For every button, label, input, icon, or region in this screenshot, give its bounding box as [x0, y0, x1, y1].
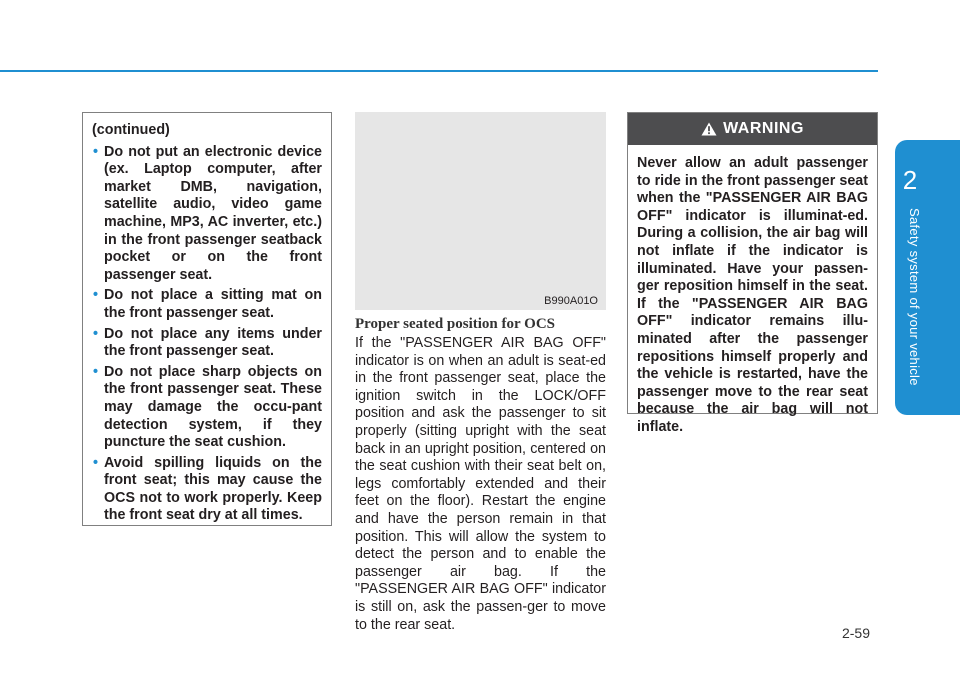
- chapter-number: 2: [902, 165, 918, 195]
- continued-caution-box: [82, 112, 332, 526]
- bullet-icon: •: [93, 143, 99, 160]
- list-item: • Do not put an electronic device (ex. Laptop computer, after market DMB, navigation, satellite audio, video game machine, MP3, AC inverter, etc.) in the front passenger seatback pocket or on the front passenger seat.: [93, 143, 322, 283]
- list-item: • Do not place any items under the front passenger seat.: [93, 325, 322, 360]
- list-item: • Avoid spilling liquids on the front seat; this may cause the OCS not to work properly. Keep the front seat dry at all times.: [93, 454, 322, 524]
- warning-triangle-icon: [701, 122, 717, 136]
- page-number: 2-59: [841, 625, 871, 641]
- section-body: If the "PASSENGER AIR BAG OFF" indicator is on when an adult is seat-ed in the front passenger seat, place the ignition switch in the LOCK/OFF position and ask the passenger to sit properly (sitting upright with the seat back in an upright position, centered on the seat cushion with their seat belt on, legs comfortably extended and their feet on the floor). Restart the engine and have the person remain in that position. This will allow the system to detect the person and to enable the passenger air bag. If the "PASSENGER AIR BAG OFF" indicator is still on, ask the passen-ger to move to the rear seat.: [355, 335, 606, 633]
- bullet-icon: •: [93, 454, 99, 471]
- figure-image: [355, 112, 606, 310]
- list-item: • Do not place a sitting mat on the front passenger seat.: [93, 287, 322, 321]
- list-item: • Do not place sharp objects on the front passenger seat. These may damage the occu-pant detection system, if they puncture the seat cushion.: [93, 363, 322, 451]
- bullet-icon: •: [93, 287, 99, 304]
- warning-box: [627, 112, 878, 435]
- section-heading: Proper seated position for OCS: [355, 316, 556, 332]
- bullet-icon: •: [93, 363, 99, 380]
- header-rule: [0, 70, 878, 72]
- warning-header: [628, 113, 877, 145]
- caution-list: [92, 144, 322, 525]
- bullet-icon: •: [93, 325, 99, 342]
- warning-text: Never allow an adult passenger to ride in the front passenger seat when the "PASSENGER AIR BAG OFF" indicator is illuminat-ed. During a collision, the air bag will not inflate if the indicator is illuminated. Have your passen-ger reposition himself in the seat. If the "PASSENGER AIR BAG OFF" indicator remains illu-minated after the passenger repositions himself properly and the vehicle is restarted, have the passenger move to the rear seat because the air bag will not inflate.: [637, 155, 868, 435]
- chapter-title: Safety system of your vehicle: [907, 208, 922, 386]
- warning-title: WARNING: [723, 120, 804, 137]
- figure-code: B990A01O: [544, 295, 598, 307]
- continued-label: (continued): [92, 122, 170, 138]
- chapter-tab: [895, 140, 960, 415]
